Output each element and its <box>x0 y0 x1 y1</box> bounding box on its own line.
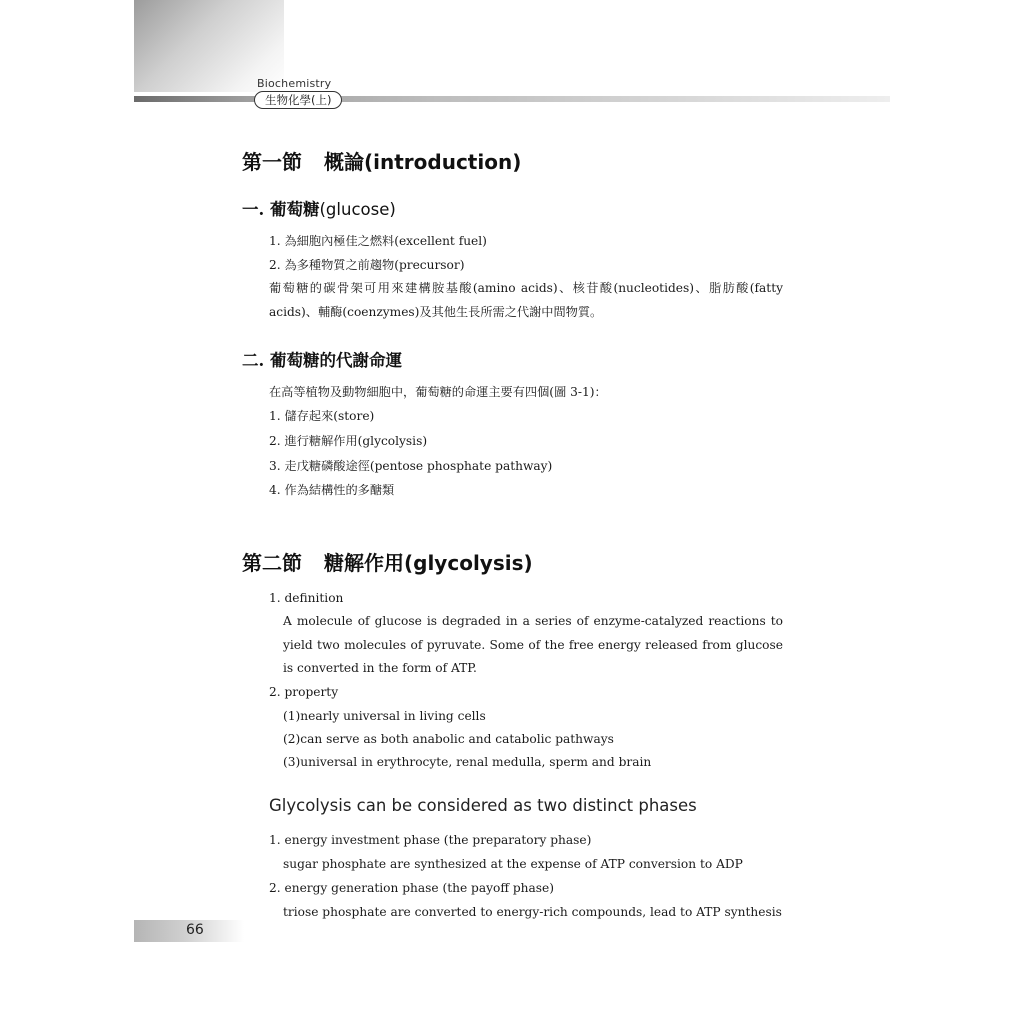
section2-title <box>242 547 533 576</box>
header-bar <box>134 96 890 102</box>
part1-heading-latin: (glucose) <box>319 200 396 219</box>
section1-part2-heading <box>242 347 402 371</box>
list-item: 2. 為多種物質之前趨物(precursor) <box>269 258 465 272</box>
property-label: 2. property <box>269 685 339 699</box>
part1-heading-cjk: 一. 葡萄糖 <box>242 200 320 219</box>
part1-paragraph: 葡萄糖的碳骨架可用來建構胺基酸(amino acids)、核苷酸(nucleotides)、脂肪酸(fatty acids)、輔酶(coenzymes)及其他生長所需之代謝中間物質。 <box>269 281 783 319</box>
list-item: 2. 進行糖解作用(glycolysis) <box>269 434 428 448</box>
phase2-label: 2. energy generation phase (the payoff phase) <box>269 881 554 895</box>
phase1-text: sugar phosphate are synthesized at the expense of ATP conversion to ADP <box>283 857 743 871</box>
section1-title <box>242 146 521 175</box>
section1-number: 第一節 <box>242 150 302 174</box>
header-subject-english: Biochemistry <box>257 77 332 90</box>
property-item: (1)nearly universal in living cells <box>283 709 486 723</box>
phase1-label: 1. energy investment phase (the preparatory phase) <box>269 833 592 847</box>
property-item: (2)can serve as both anabolic and catabolic pathways <box>283 732 614 746</box>
section1-name: 概論(introduction) <box>324 150 522 174</box>
list-item: 1. 儲存起來(store) <box>269 409 375 423</box>
phases-heading: Glycolysis can be considered as two distinct phases <box>269 796 697 815</box>
list-item: 4. 作為結構性的多醣類 <box>269 483 395 497</box>
definition-text: A molecule of glucose is degraded in a series of enzyme-catalyzed reactions to yield two molecules of pyruvate. Some of the free energy released from glucose is converted in the form of ATP. <box>283 614 783 675</box>
list-item: 3. 走戊糖磷酸途徑(pentose phosphate pathway) <box>269 459 553 473</box>
section2-name: 糖解作用(glycolysis) <box>324 551 533 575</box>
header-subject-chinese: 生物化學(上) <box>254 91 342 109</box>
property-item: (3)universal in erythrocyte, renal medulla, sperm and brain <box>283 755 652 769</box>
definition-label: 1. definition <box>269 591 344 605</box>
page-number: 66 <box>186 922 204 938</box>
part2-heading-cjk: 二. 葡萄糖的代謝命運 <box>242 351 402 370</box>
list-item: 1. 為細胞內極佳之燃料(excellent fuel) <box>269 234 487 248</box>
section1-part1-heading <box>242 196 396 220</box>
phase2-text: triose phosphate are converted to energy-rich compounds, lead to ATP synthesis <box>283 905 782 919</box>
section2-number: 第二節 <box>242 551 302 575</box>
part2-intro: 在高等植物及動物細胞中，葡萄糖的命運主要有四個(圖 3-1)： <box>269 385 607 399</box>
